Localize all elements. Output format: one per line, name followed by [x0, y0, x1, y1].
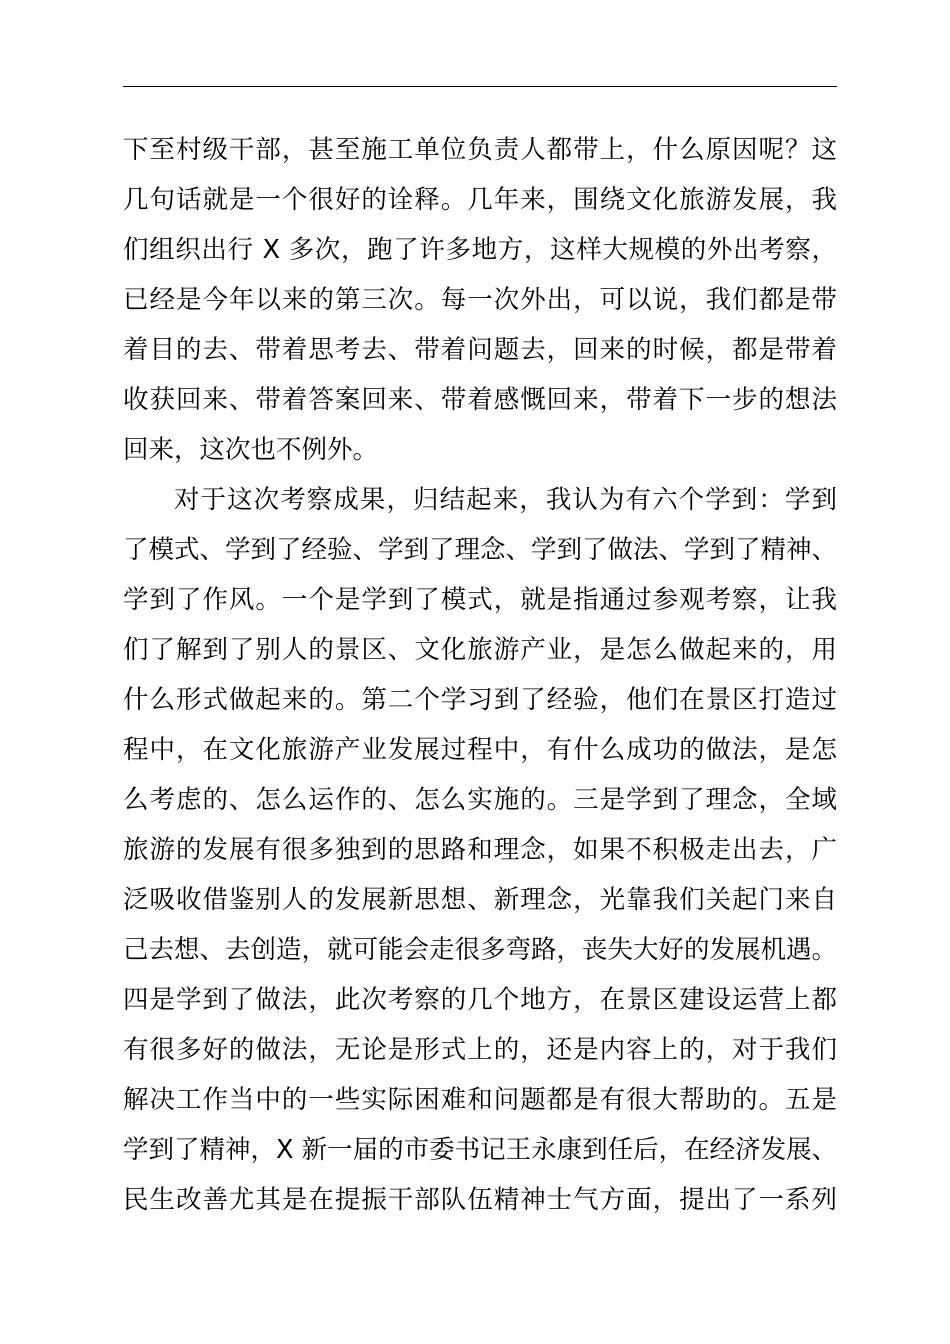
text-line: 对于这次考察成果，归结起来，我认为有六个学到：学到 — [174, 485, 837, 515]
text-line: 已经是今年以来的第三次。每一次外出，可以说，我们都是带 — [123, 285, 837, 315]
text-line: 几句话就是一个很好的诠释。几年来，围绕文化旅游发展，我 — [123, 185, 837, 215]
text-line: 下至村级干部，甚至施工单位负责人都带上，什么原因呢？这 — [123, 135, 837, 165]
text-line: 着目的去、带着思考去、带着问题去，回来的时候，都是带着 — [123, 335, 837, 365]
text-line: 们组织出行 X 多次，跑了许多地方，这样大规模的外出考察， — [123, 235, 837, 265]
text-line: 程中，在文化旅游产业发展过程中，有什么成功的做法，是怎 — [123, 735, 837, 765]
body-text — [123, 125, 837, 1225]
text-line: 么考虑的、怎么运作的、怎么实施的。三是学到了理念，全域 — [123, 785, 837, 815]
text-line: 学到了作风。一个是学到了模式，就是指通过参观考察，让我 — [123, 585, 837, 615]
header-rule — [123, 86, 837, 87]
text-line: 民生改善尤其是在提振干部队伍精神士气方面，提出了一系列 — [123, 1185, 837, 1215]
text-line: 四是学到了做法，此次考察的几个地方，在景区建设运营上都 — [123, 985, 837, 1015]
text-line: 有很多好的做法，无论是形式上的，还是内容上的，对于我们 — [123, 1035, 837, 1065]
text-line: 收获回来、带着答案回来、带着感慨回来，带着下一步的想法 — [123, 385, 837, 415]
text-line: 什么形式做起来的。第二个学习到了经验，他们在景区打造过 — [123, 685, 837, 715]
text-line: 学到了精神，X 新一届的市委书记王永康到任后，在经济发展、 — [123, 1135, 837, 1165]
text-line: 了模式、学到了经验、学到了理念、学到了做法、学到了精神、 — [123, 535, 837, 565]
text-line: 旅游的发展有很多独到的思路和理念，如果不积极走出去，广 — [123, 835, 837, 865]
text-line: 回来，这次也不例外。 — [123, 435, 379, 465]
text-line: 己去想、去创造，就可能会走很多弯路，丧失大好的发展机遇。 — [123, 935, 837, 965]
text-line: 泛吸收借鉴别人的发展新思想、新理念，光靠我们关起门来自 — [123, 885, 837, 915]
text-line: 解决工作当中的一些实际困难和问题都是有很大帮助的。五是 — [123, 1085, 837, 1115]
text-line: 们了解到了别人的景区、文化旅游产业，是怎么做起来的，用 — [123, 635, 837, 665]
